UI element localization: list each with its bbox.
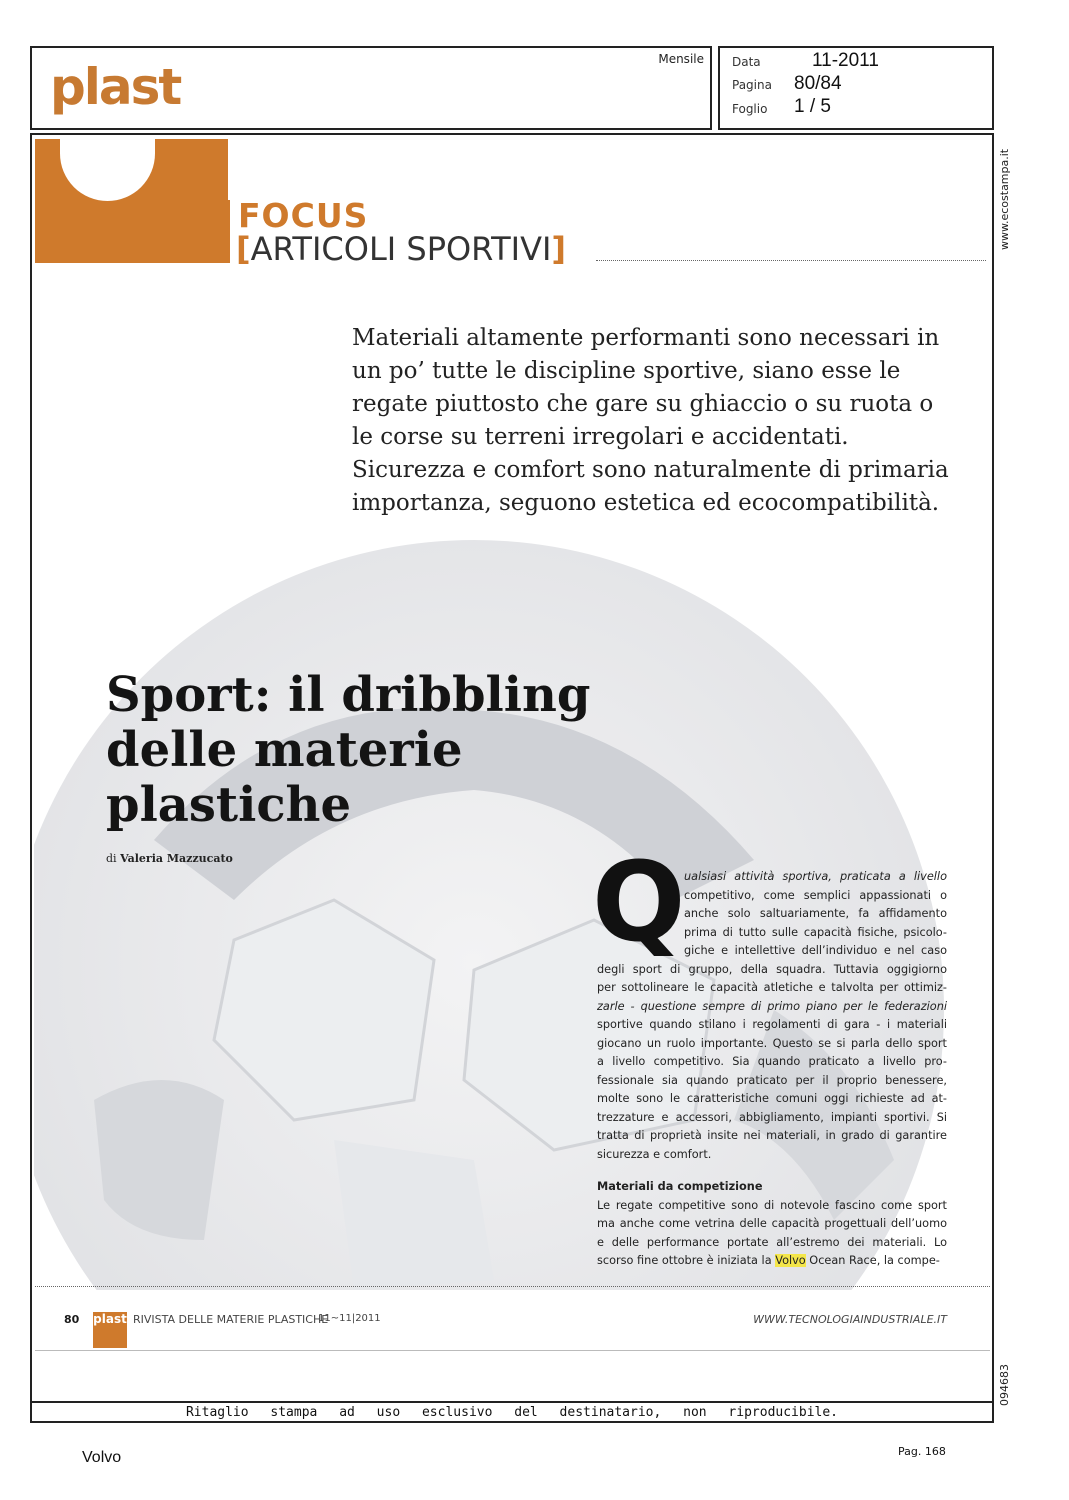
body-line: molte sono le caratteristiche comuni oggi richieste ad at- [597,1092,947,1105]
body-line: trezzature e accessori, abbigliamento, impianti sportivi. Si [597,1110,947,1124]
body-line: e delle performance portate all’estremo dei materiali. Lo [597,1235,947,1249]
body-line: fessionale sia quando praticato per il proprio benessere, [597,1073,947,1087]
page-label: Pag. 168 [898,1445,946,1458]
body-line: tratta di proprietà insite nei materiali, in grado di garantire [597,1129,947,1142]
meta-label-sheet: Foglio [732,102,768,116]
byline [106,852,233,865]
footer-rule [35,1350,990,1351]
body-line: ualsiasi attività sportiva, praticata a livello [684,870,947,883]
article-headline: Sport: il dribbling delle materie plastiche [106,667,591,833]
header-meta-box [718,46,994,130]
footer-url: WWW.TECNOLOGIAINDUSTRIALE.IT [753,1313,947,1326]
body-line: anche solo saltuariamente, fa affidamento [684,907,947,920]
section-title: [ARTICOLI SPORTIVI] [236,230,567,268]
body-line: degli sport di gruppo, della squadra. Tuttavia oggigiorno [597,962,947,976]
body-line: giche e intellettive dell’individuo e nel caso [684,944,947,957]
intro-paragraph: Materiali altamente performanti sono necessari in un po’ tutte le discipline sportive, siano esse le regate piuttosto che gare su ghiaccio o su ruota o le corse su terreni irregolari e accidentati. Sicurezza e comfort sono naturalmente di primaria importanza, seguono estetica ed ecocompatibilità. [352,325,949,516]
meta-value-page: 80/84 [794,73,842,94]
footer-divider [35,1286,990,1287]
body-line: zarle - questione sempre di primo piano per le federazioni [597,999,947,1013]
byline-prefix: di [106,852,117,865]
body-line-start: scorso fine ottobre è iniziata la [597,1254,776,1267]
footer-logo: plast [93,1312,127,1348]
plast-logo: plast [50,58,181,116]
body-line: competitivo, come semplici appassionati o [684,888,947,902]
frequency-label: Mensile [658,52,704,66]
body-line: a livello competitivo. Sia quando praticato a livello pro- [597,1055,947,1068]
drop-cap: Q [592,838,686,966]
body-line: prima di tutto sulle capacità fisiche, psicolo- [684,925,947,939]
focus-graphic-tab [130,200,230,263]
body-line-last [597,1252,947,1271]
section-divider [596,260,986,261]
keyword-label: Volvo [82,1449,122,1466]
disclaimer-rule [30,1401,994,1403]
author-name: Valeria Mazzucato [120,852,233,865]
body-line: giocano un ruolo importante. Questo se si parla dello sport [597,1036,947,1050]
footer-issue: 11~11|2011 [318,1313,381,1324]
body-line: ma anche come vetrina delle capacità progettuali dell’uomo [597,1217,947,1230]
subhead: Materiali da competizione [597,1180,763,1193]
body-line: sportive quando stilano i regolamenti di gara - i materiali [597,1018,947,1031]
highlighted-keyword: Volvo [775,1254,806,1267]
side-code: 094683 [998,1364,1011,1406]
body-line: Le regate competitive sono di notevole fascino come sport [597,1198,947,1212]
meta-value-sheet: 1 / 5 [794,96,831,117]
section-title-text: ARTICOLI SPORTIVI [250,230,552,268]
section-kicker: FOCUS [238,196,369,235]
footer-page-number: 80 [64,1313,80,1326]
body-line: sicurezza e comfort. [597,1147,712,1161]
meta-label-date: Data [732,55,761,69]
meta-value-date: 11-2011 [812,50,879,71]
side-website: www.ecostampa.it [998,148,1011,250]
footer-magazine: RIVISTA DELLE MATERIE PLASTICHE [133,1313,329,1326]
body-line-end: Ocean Race, la compe- [805,1254,940,1267]
body-line: per sottolineare le capacità atletiche e talvolta per ottimiz- [597,981,947,994]
article-body [597,868,947,1271]
meta-label-page: Pagina [732,78,772,92]
disclaimer: Ritaglio stampa ad uso esclusivo del destinatario, non riproducibile. [185,1405,839,1420]
